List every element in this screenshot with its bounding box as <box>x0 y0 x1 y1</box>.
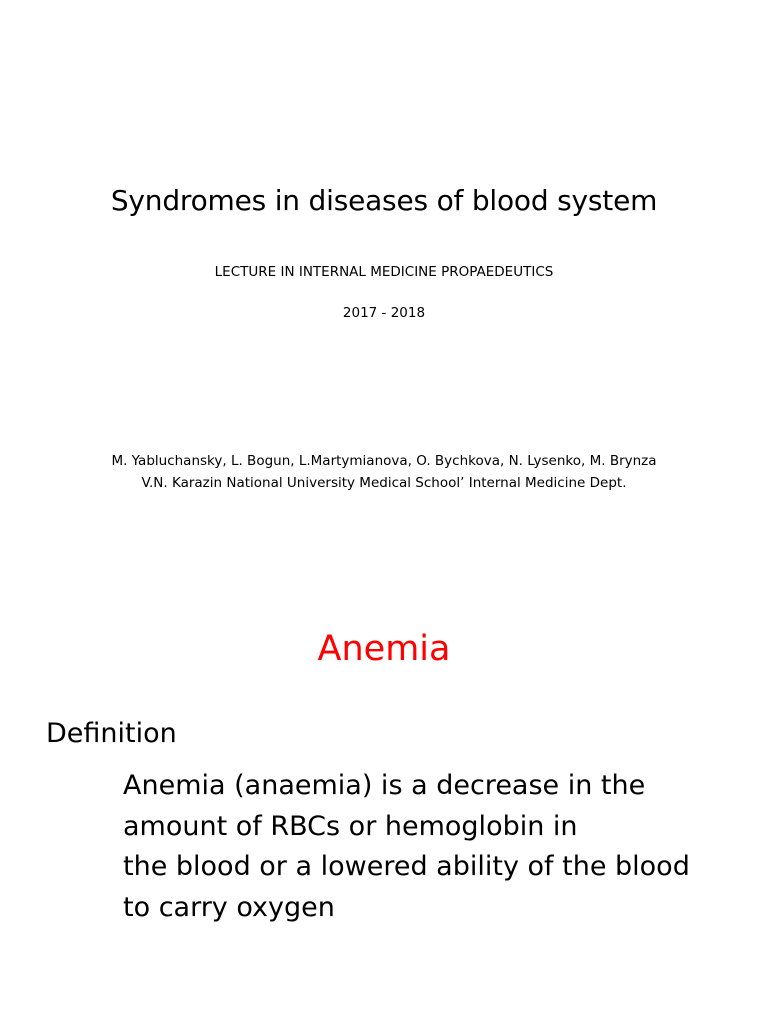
definition-line: amount of RBCs or hemoglobin in <box>123 810 578 842</box>
definition-text <box>123 766 733 928</box>
authors-line: M. Yabluchansky, L. Bogun, L.Martymianova, O. Bychkova, N. Lysenko, M. Brynza <box>111 453 657 469</box>
slide-heading-anemia: Anemia <box>317 629 451 669</box>
definition-label: Definition <box>46 718 177 749</box>
presentation-title: Syndromes in diseases of blood system <box>110 184 658 217</box>
lecture-subtitle: LECTURE IN INTERNAL MEDICINE PROPAEDEUTICS <box>214 264 554 280</box>
institution-line: V.N. Karazin National University Medical School’ Internal Medicine Dept. <box>141 475 627 491</box>
definition-line: to carry oxygen <box>123 891 335 923</box>
definition-line: Anemia (anaemia) is a decrease in the <box>123 770 646 801</box>
slide-anemia <box>0 590 768 1024</box>
definition-line: the blood or a lowered ability of the blood <box>123 851 690 882</box>
academic-years: 2017 - 2018 <box>342 305 426 321</box>
authors-block <box>0 450 768 494</box>
